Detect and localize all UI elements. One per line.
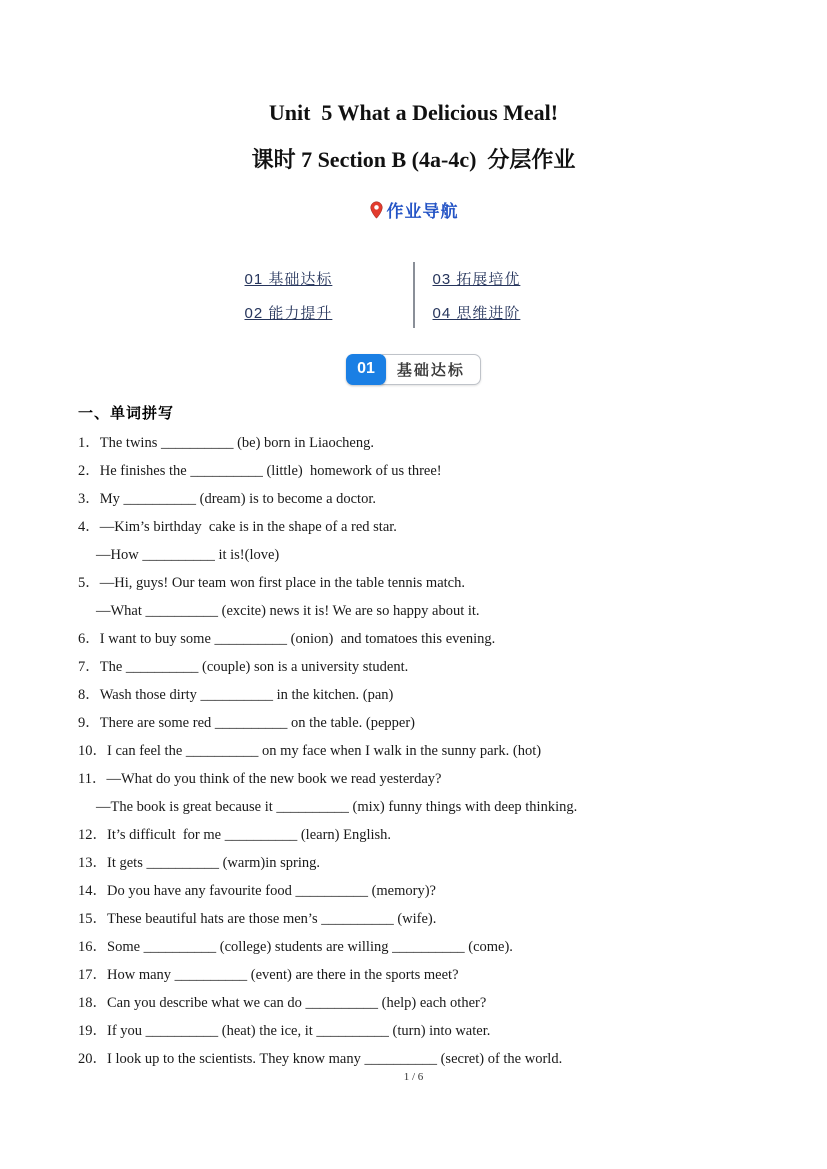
question-row xyxy=(78,681,772,709)
question-text: Can you describe what we can do __________ (help) each other? xyxy=(107,995,487,1011)
question-number: 15． xyxy=(78,911,107,927)
nav-links-table xyxy=(0,262,827,328)
question-number: 5． xyxy=(78,575,100,591)
question-row xyxy=(78,625,772,653)
question-number: 20． xyxy=(78,1051,107,1067)
question-text: —Hi, guys! Our team won first place in the table tennis match. xyxy=(99,575,465,591)
question-text: Wash those dirty __________ in the kitchen. (pan) xyxy=(99,687,394,703)
nav-link-basics[interactable]: 01 基础达标 xyxy=(244,270,333,288)
question-row xyxy=(78,737,772,765)
question-row xyxy=(78,765,772,793)
question-number: 8． xyxy=(78,687,100,703)
question-row xyxy=(78,429,772,457)
nav-link-ability[interactable]: 02 能力提升 xyxy=(244,304,333,322)
question-number: 3． xyxy=(78,491,100,507)
question-row xyxy=(78,709,772,737)
question-number: 1． xyxy=(78,435,100,451)
question-text: He finishes the __________ (little) homework of us three! xyxy=(99,463,442,479)
question-number: 7． xyxy=(78,659,100,675)
nav-link-thinking[interactable]: 04 思维进阶 xyxy=(432,304,521,322)
question-text: The __________ (couple) son is a university student. xyxy=(99,659,409,675)
question-continuation-row xyxy=(78,793,772,821)
location-pin-icon xyxy=(369,201,384,220)
question-number: 10． xyxy=(78,743,107,759)
question-row xyxy=(78,1017,772,1045)
question-continuation-row xyxy=(78,597,772,625)
question-number: 16． xyxy=(78,939,107,955)
question-text: I can feel the __________ on my face when I walk in the sunny park. (hot) xyxy=(107,743,542,759)
question-row xyxy=(78,933,772,961)
question-text: It gets __________ (warm)in spring. xyxy=(107,855,321,871)
question-row xyxy=(78,513,772,541)
question-text: Do you have any favourite food __________ (memory)? xyxy=(107,883,436,899)
section-badge-number: 01 xyxy=(346,354,386,385)
page-subtitle: 课时 7 Section B (4a-4c) 分层作业 xyxy=(251,147,576,172)
question-text: I want to buy some __________ (onion) and tomatoes this evening. xyxy=(99,631,496,647)
question-number: 4． xyxy=(78,519,100,535)
question-row xyxy=(78,1045,772,1073)
question-text: If you __________ (heat) the ice, it __________ (turn) into water. xyxy=(107,1023,491,1039)
question-text: I look up to the scientists. They know many __________ (secret) of the world. xyxy=(107,1051,563,1067)
question-number: 13． xyxy=(78,855,107,871)
question-text: How many __________ (event) are there in the sports meet? xyxy=(107,967,459,983)
question-row xyxy=(78,485,772,513)
question-row xyxy=(78,821,772,849)
section-badge xyxy=(0,354,827,385)
question-text: —Kim’s birthday cake is in the shape of a red star. xyxy=(99,519,397,535)
question-number: 2． xyxy=(78,463,100,479)
nav-links-left-column xyxy=(245,268,395,323)
question-text: —How __________ it is!(love) xyxy=(96,547,280,563)
question-row xyxy=(78,877,772,905)
section-badge-label: 基础达标 xyxy=(377,354,481,385)
question-text: —What do you think of the new book we read yesterday? xyxy=(106,771,442,787)
homework-nav-header xyxy=(0,197,827,222)
nav-column-divider xyxy=(413,262,415,328)
question-text: —What __________ (excite) news it is! We are so happy about it. xyxy=(96,603,480,619)
question-text: There are some red __________ on the table. (pepper) xyxy=(99,715,416,731)
question-text: It’s difficult for me __________ (learn) English. xyxy=(107,827,392,843)
question-text: These beautiful hats are those men’s __________ (wife). xyxy=(107,911,437,927)
question-number: 11． xyxy=(78,771,107,787)
question-text: Some __________ (college) students are willing __________ (come). xyxy=(107,939,513,955)
question-number: 17． xyxy=(78,967,107,983)
page-title: Unit 5 What a Delicious Meal! xyxy=(268,100,559,125)
question-list xyxy=(78,429,772,1073)
question-number: 18． xyxy=(78,995,107,1011)
homework-nav-title: 作业导航 xyxy=(386,202,459,221)
question-number: 6． xyxy=(78,631,100,647)
question-number: 14． xyxy=(78,883,107,899)
question-number: 12． xyxy=(78,827,107,843)
question-row xyxy=(78,457,772,485)
question-row xyxy=(78,961,772,989)
question-text: The twins __________ (be) born in Liaocheng. xyxy=(99,435,374,451)
question-text: —The book is great because it __________ (mix) funny things with deep thinking. xyxy=(96,799,578,815)
question-row xyxy=(78,569,772,597)
question-continuation-row xyxy=(78,541,772,569)
nav-links-right-column xyxy=(433,268,583,323)
nav-link-expansion[interactable]: 03 拓展培优 xyxy=(432,270,521,288)
question-number: 19． xyxy=(78,1023,107,1039)
question-row xyxy=(78,905,772,933)
question-number: 9． xyxy=(78,715,100,731)
question-row xyxy=(78,653,772,681)
section-heading-word-spelling: 一、单词拼写 xyxy=(78,405,175,422)
question-row xyxy=(78,989,772,1017)
page-number-indicator: 1 / 6 xyxy=(403,1071,424,1083)
question-text: My __________ (dream) is to become a doctor. xyxy=(99,491,376,507)
question-row xyxy=(78,849,772,877)
